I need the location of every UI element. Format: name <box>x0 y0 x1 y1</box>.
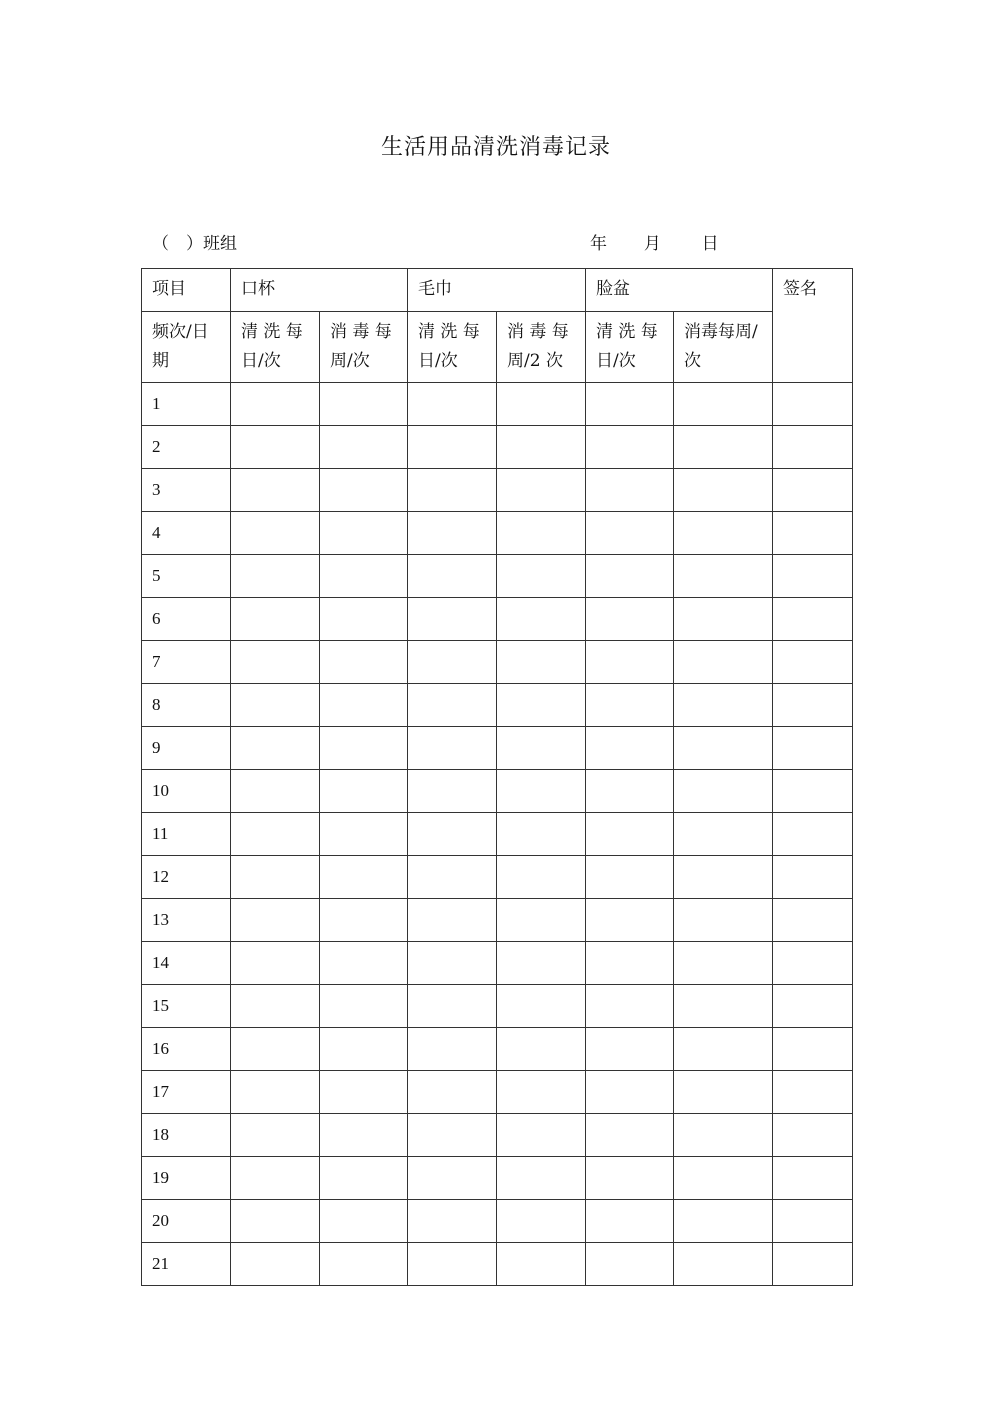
entry-cell[interactable] <box>586 1114 674 1157</box>
entry-cell[interactable] <box>320 383 408 426</box>
row-number: 5 <box>142 555 231 598</box>
entry-cell[interactable] <box>586 1200 674 1243</box>
entry-cell[interactable] <box>231 555 320 598</box>
header-cup-clean: 清 洗 每 日/次 <box>231 312 320 383</box>
entry-cell[interactable] <box>586 426 674 469</box>
entry-cell[interactable] <box>320 1243 408 1286</box>
header-basin-clean: 清 洗 每 日/次 <box>586 312 674 383</box>
header-basin-disinfect: 消毒每周/次 <box>674 312 773 383</box>
record-rows <box>142 383 853 1286</box>
entry-cell[interactable] <box>497 1200 586 1243</box>
entry-cell[interactable] <box>674 985 773 1028</box>
entry-cell[interactable] <box>320 1028 408 1071</box>
entry-cell[interactable] <box>586 985 674 1028</box>
table-row <box>142 1157 853 1200</box>
year-label: 年 <box>590 234 607 254</box>
entry-cell[interactable] <box>773 1200 853 1243</box>
entry-cell[interactable] <box>773 383 853 426</box>
header-item: 项目 <box>142 269 231 312</box>
entry-cell[interactable] <box>320 1071 408 1114</box>
row-number: 15 <box>142 985 231 1028</box>
header-cup: 口杯 <box>231 269 408 312</box>
entry-cell[interactable] <box>586 469 674 512</box>
entry-cell[interactable] <box>586 641 674 684</box>
entry-cell[interactable] <box>674 1243 773 1286</box>
entry-cell[interactable] <box>586 813 674 856</box>
entry-cell[interactable] <box>674 856 773 899</box>
entry-cell[interactable] <box>773 555 853 598</box>
entry-cell[interactable] <box>497 856 586 899</box>
entry-cell[interactable] <box>408 985 497 1028</box>
entry-cell[interactable] <box>320 1114 408 1157</box>
row-number: 10 <box>142 770 231 813</box>
entry-cell[interactable] <box>773 598 853 641</box>
entry-cell[interactable] <box>320 727 408 770</box>
entry-cell[interactable] <box>773 512 853 555</box>
entry-cell[interactable] <box>773 985 853 1028</box>
table-row <box>142 1114 853 1157</box>
header-freq-date: 频次/日期 <box>142 312 231 383</box>
table-row <box>142 512 853 555</box>
entry-cell[interactable] <box>586 684 674 727</box>
entry-cell[interactable] <box>408 512 497 555</box>
entry-cell[interactable] <box>231 1114 320 1157</box>
header-row-1 <box>142 269 853 312</box>
row-number: 19 <box>142 1157 231 1200</box>
entry-cell[interactable] <box>497 598 586 641</box>
entry-cell[interactable] <box>408 813 497 856</box>
entry-cell[interactable] <box>674 1200 773 1243</box>
entry-cell[interactable] <box>231 899 320 942</box>
entry-cell[interactable] <box>674 598 773 641</box>
entry-cell[interactable] <box>773 1071 853 1114</box>
entry-cell[interactable] <box>497 727 586 770</box>
entry-cell[interactable] <box>231 770 320 813</box>
entry-cell[interactable] <box>674 555 773 598</box>
entry-cell[interactable] <box>408 684 497 727</box>
table-row <box>142 383 853 426</box>
entry-cell[interactable] <box>497 985 586 1028</box>
header-towel-disinfect: 消 毒 每 周/2 次 <box>497 312 586 383</box>
header-basin: 脸盆 <box>586 269 773 312</box>
entry-cell[interactable] <box>773 856 853 899</box>
entry-cell[interactable] <box>586 555 674 598</box>
row-number: 1 <box>142 383 231 426</box>
entry-cell[interactable] <box>408 641 497 684</box>
entry-cell[interactable] <box>320 770 408 813</box>
row-number: 8 <box>142 684 231 727</box>
entry-cell[interactable] <box>231 942 320 985</box>
entry-cell[interactable] <box>320 684 408 727</box>
row-number: 6 <box>142 598 231 641</box>
row-number: 7 <box>142 641 231 684</box>
header-signature: 签名 <box>773 269 853 383</box>
entry-cell[interactable] <box>497 426 586 469</box>
entry-cell[interactable] <box>497 512 586 555</box>
page-title: 生活用品清洗消毒记录 <box>380 135 611 160</box>
entry-cell[interactable] <box>497 1243 586 1286</box>
entry-cell[interactable] <box>231 684 320 727</box>
entry-cell[interactable] <box>586 899 674 942</box>
row-number: 12 <box>142 856 231 899</box>
entry-cell[interactable] <box>674 684 773 727</box>
entry-cell[interactable] <box>497 555 586 598</box>
entry-cell[interactable] <box>320 1157 408 1200</box>
entry-cell[interactable] <box>773 770 853 813</box>
entry-cell[interactable] <box>586 1157 674 1200</box>
entry-cell[interactable] <box>320 469 408 512</box>
table-row <box>142 985 853 1028</box>
entry-cell[interactable] <box>586 942 674 985</box>
entry-cell[interactable] <box>586 727 674 770</box>
entry-cell[interactable] <box>586 1028 674 1071</box>
entry-cell[interactable] <box>773 1243 853 1286</box>
row-number: 4 <box>142 512 231 555</box>
entry-cell[interactable] <box>674 641 773 684</box>
entry-cell[interactable] <box>674 512 773 555</box>
month-label: 月 <box>643 234 661 254</box>
row-number: 17 <box>142 1071 231 1114</box>
entry-cell[interactable] <box>674 899 773 942</box>
table-row <box>142 641 853 684</box>
entry-cell[interactable] <box>408 469 497 512</box>
entry-cell[interactable] <box>408 899 497 942</box>
entry-cell[interactable] <box>231 426 320 469</box>
row-number: 13 <box>142 899 231 942</box>
entry-cell[interactable] <box>497 942 586 985</box>
entry-cell[interactable] <box>773 942 853 985</box>
entry-cell[interactable] <box>497 469 586 512</box>
entry-cell[interactable] <box>231 383 320 426</box>
entry-cell[interactable] <box>497 1028 586 1071</box>
entry-cell[interactable] <box>408 1200 497 1243</box>
entry-cell[interactable] <box>674 1071 773 1114</box>
table-row <box>142 899 853 942</box>
table-row <box>142 856 853 899</box>
entry-cell[interactable] <box>497 770 586 813</box>
header-towel-clean: 清 洗 每 日/次 <box>408 312 497 383</box>
entry-cell[interactable] <box>586 598 674 641</box>
entry-cell[interactable] <box>586 383 674 426</box>
table-row <box>142 598 853 641</box>
row-number: 2 <box>142 426 231 469</box>
entry-cell[interactable] <box>773 641 853 684</box>
header-row-2 <box>142 312 853 383</box>
entry-cell[interactable] <box>408 598 497 641</box>
entry-cell[interactable] <box>674 942 773 985</box>
entry-cell[interactable] <box>320 426 408 469</box>
table-row <box>142 1071 853 1114</box>
entry-cell[interactable] <box>231 727 320 770</box>
entry-cell[interactable] <box>773 1028 853 1071</box>
row-number: 18 <box>142 1114 231 1157</box>
row-number: 11 <box>142 813 231 856</box>
entry-cell[interactable] <box>408 1071 497 1114</box>
entry-cell[interactable] <box>497 684 586 727</box>
entry-cell[interactable] <box>497 383 586 426</box>
table-row <box>142 770 853 813</box>
entry-cell[interactable] <box>674 1028 773 1071</box>
entry-cell[interactable] <box>231 1071 320 1114</box>
entry-cell[interactable] <box>408 1028 497 1071</box>
entry-cell[interactable] <box>674 770 773 813</box>
entry-cell[interactable] <box>320 985 408 1028</box>
entry-cell[interactable] <box>408 1243 497 1286</box>
entry-cell[interactable] <box>497 813 586 856</box>
entry-cell[interactable] <box>231 512 320 555</box>
entry-cell[interactable] <box>320 899 408 942</box>
entry-cell[interactable] <box>408 1157 497 1200</box>
table-row <box>142 469 853 512</box>
row-number: 21 <box>142 1243 231 1286</box>
table-row <box>142 426 853 469</box>
entry-cell[interactable] <box>408 383 497 426</box>
entry-cell[interactable] <box>586 512 674 555</box>
row-number: 3 <box>142 469 231 512</box>
entry-cell[interactable] <box>674 727 773 770</box>
class-group-label: （ ）班组 <box>152 234 237 254</box>
entry-cell[interactable] <box>674 813 773 856</box>
entry-cell[interactable] <box>408 770 497 813</box>
entry-cell[interactable] <box>773 1157 853 1200</box>
entry-cell[interactable] <box>231 1243 320 1286</box>
table-row <box>142 942 853 985</box>
entry-cell[interactable] <box>586 1071 674 1114</box>
day-label: 日 <box>701 234 719 254</box>
entry-cell[interactable] <box>497 641 586 684</box>
table-row <box>142 555 853 598</box>
entry-cell[interactable] <box>408 727 497 770</box>
table-row <box>142 1028 853 1071</box>
entry-cell[interactable] <box>773 426 853 469</box>
row-number: 9 <box>142 727 231 770</box>
entry-cell[interactable] <box>320 1200 408 1243</box>
entry-cell[interactable] <box>408 942 497 985</box>
entry-cell[interactable] <box>320 512 408 555</box>
entry-cell[interactable] <box>674 383 773 426</box>
entry-cell[interactable] <box>320 856 408 899</box>
entry-cell[interactable] <box>231 1028 320 1071</box>
entry-cell[interactable] <box>773 469 853 512</box>
record-table <box>141 268 853 1286</box>
entry-cell[interactable] <box>231 598 320 641</box>
row-number: 20 <box>142 1200 231 1243</box>
entry-cell[interactable] <box>408 1114 497 1157</box>
entry-cell[interactable] <box>320 942 408 985</box>
entry-cell[interactable] <box>231 985 320 1028</box>
entry-cell[interactable] <box>231 1200 320 1243</box>
entry-cell[interactable] <box>408 856 497 899</box>
entry-cell[interactable] <box>408 555 497 598</box>
entry-cell[interactable] <box>674 426 773 469</box>
entry-cell[interactable] <box>586 1243 674 1286</box>
entry-cell[interactable] <box>231 641 320 684</box>
entry-cell[interactable] <box>320 813 408 856</box>
table-row <box>142 813 853 856</box>
entry-cell[interactable] <box>320 641 408 684</box>
entry-cell[interactable] <box>674 1157 773 1200</box>
table-row <box>142 1200 853 1243</box>
table-row <box>142 1243 853 1286</box>
entry-cell[interactable] <box>773 899 853 942</box>
row-number: 14 <box>142 942 231 985</box>
entry-cell[interactable] <box>497 1114 586 1157</box>
entry-cell[interactable] <box>497 1071 586 1114</box>
entry-cell[interactable] <box>408 426 497 469</box>
entry-cell[interactable] <box>586 770 674 813</box>
table-row <box>142 727 853 770</box>
entry-cell[interactable] <box>231 856 320 899</box>
header-towel: 毛巾 <box>408 269 586 312</box>
entry-cell[interactable] <box>773 684 853 727</box>
entry-cell[interactable] <box>497 1157 586 1200</box>
entry-cell[interactable] <box>320 555 408 598</box>
entry-cell[interactable] <box>674 1114 773 1157</box>
entry-cell[interactable] <box>773 727 853 770</box>
entry-cell[interactable] <box>773 813 853 856</box>
entry-cell[interactable] <box>773 1114 853 1157</box>
date-label <box>590 229 719 254</box>
header-cup-disinfect: 消 毒 每 周/次 <box>320 312 408 383</box>
entry-cell[interactable] <box>586 856 674 899</box>
entry-cell[interactable] <box>231 1157 320 1200</box>
entry-cell[interactable] <box>231 469 320 512</box>
row-number: 16 <box>142 1028 231 1071</box>
entry-cell[interactable] <box>320 598 408 641</box>
entry-cell[interactable] <box>497 899 586 942</box>
entry-cell[interactable] <box>674 469 773 512</box>
table-row <box>142 684 853 727</box>
entry-cell[interactable] <box>231 813 320 856</box>
